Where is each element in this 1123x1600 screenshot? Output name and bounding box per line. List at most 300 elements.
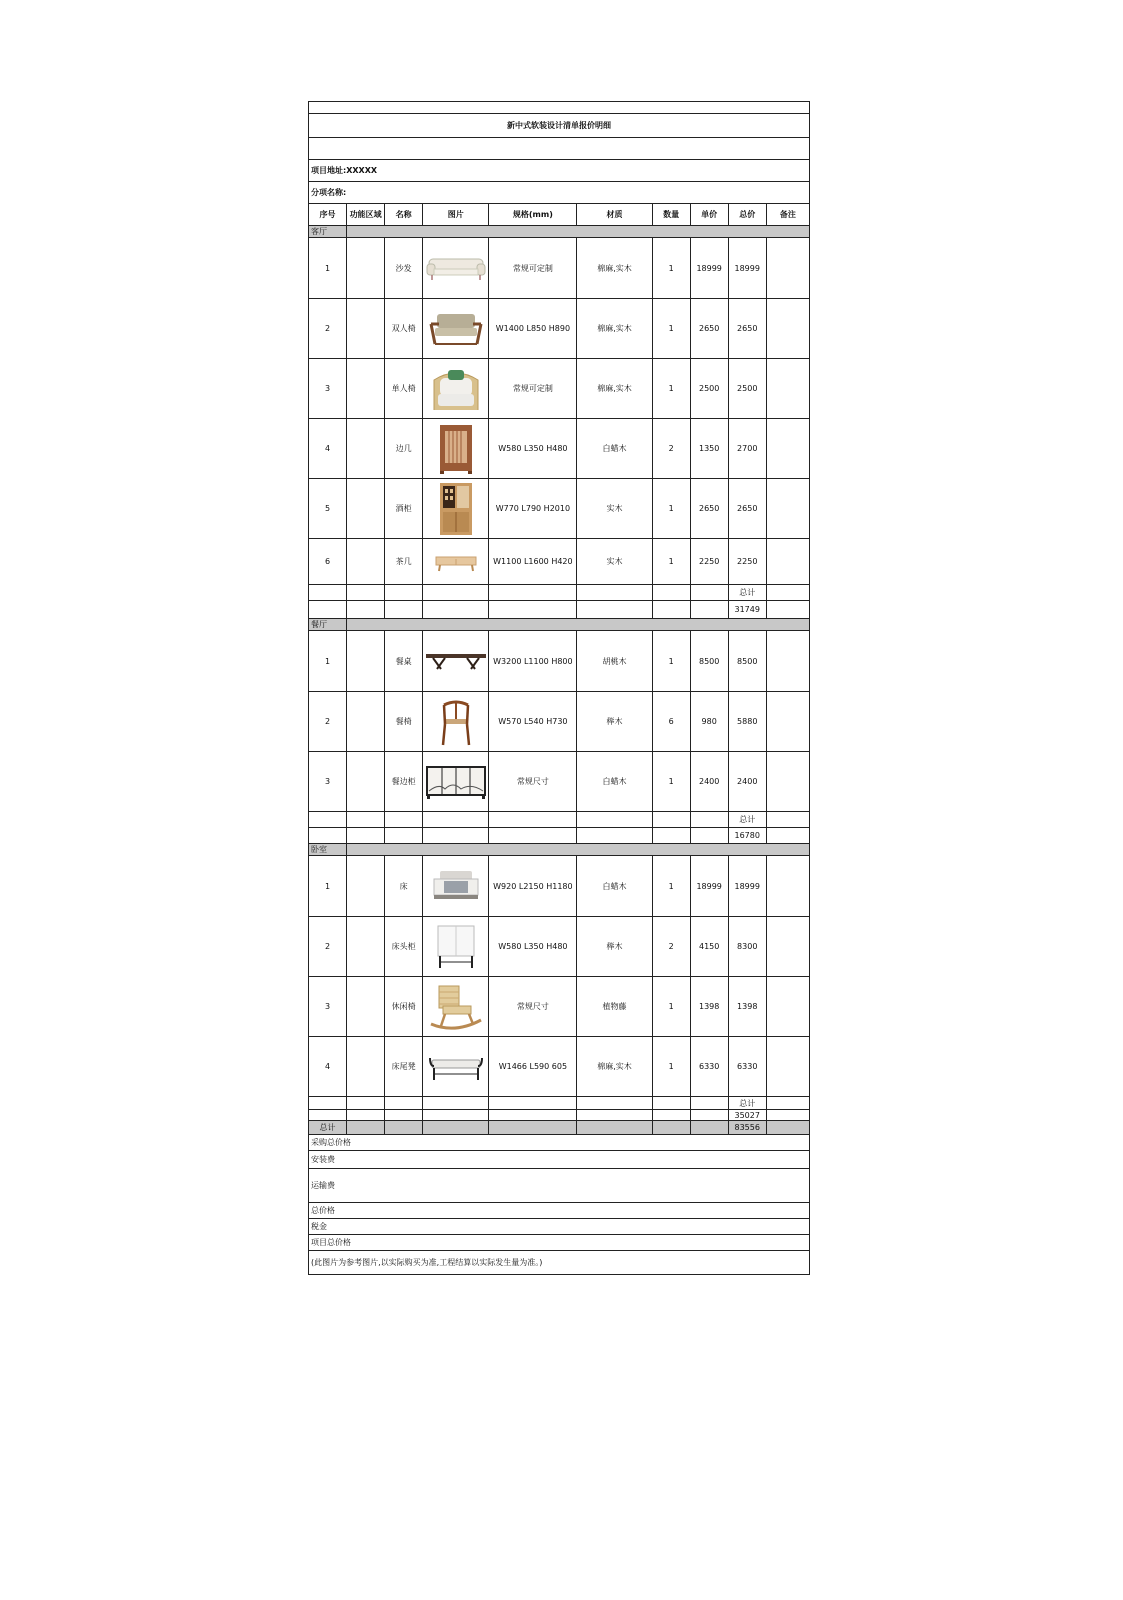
item-spec-text: W580 L350 H480 [498, 444, 568, 453]
column-header [577, 204, 652, 226]
item-quantity [652, 539, 690, 585]
item-number [309, 479, 347, 539]
item-unit-price [690, 479, 728, 539]
cell [489, 1121, 577, 1135]
subitem-name [309, 182, 810, 204]
cell [577, 1121, 652, 1135]
cell [309, 102, 810, 114]
column-header [309, 204, 347, 226]
footer-row [309, 1151, 810, 1169]
item-remark [766, 1037, 809, 1097]
subtotal-label-row [309, 812, 810, 828]
item-spec-text: W3200 L1100 H800 [493, 656, 573, 666]
cell [766, 1097, 809, 1110]
section-header-row [309, 844, 810, 856]
column-header [423, 204, 489, 226]
function-area [347, 479, 385, 539]
top-spacer-row [309, 102, 810, 114]
function-area [347, 752, 385, 812]
grand-total-value-text: 83556 [734, 1123, 760, 1132]
function-area [347, 539, 385, 585]
item-name [385, 752, 423, 812]
sofa-icon [424, 255, 487, 281]
cell [423, 1110, 489, 1121]
cell [309, 585, 347, 601]
cell [347, 619, 810, 631]
item-total-price [728, 856, 766, 917]
item-remark [766, 238, 809, 299]
item-total-price [728, 419, 766, 479]
cell [766, 828, 809, 844]
cell [577, 1097, 652, 1110]
subtotal-value-text: 31749 [734, 605, 760, 614]
item-unit-price [690, 539, 728, 585]
item-unit-price-text: 2400 [698, 777, 720, 786]
item-total-price-text: 2500 [737, 384, 758, 393]
cell [309, 1110, 347, 1121]
cell [347, 828, 385, 844]
item-name-text: 床头柜 [391, 942, 416, 951]
item-total-price-text: 2650 [737, 504, 758, 513]
item-row [309, 539, 810, 585]
cell [385, 1110, 423, 1121]
item-spec-text: 常规尺寸 [516, 1002, 549, 1011]
item-unit-price-text: 980 [701, 717, 717, 726]
item-name [385, 539, 423, 585]
item-spec [489, 419, 577, 479]
item-material [577, 692, 652, 752]
footer-label [309, 1135, 810, 1151]
item-quantity-text: 1 [668, 504, 674, 513]
item-number [309, 856, 347, 917]
cell [489, 828, 577, 844]
item-image [423, 752, 489, 812]
item-name-text: 沙发 [395, 263, 412, 273]
item-spec [489, 359, 577, 419]
subtotal-label [728, 1097, 766, 1110]
rocking-chair-icon [424, 982, 487, 1032]
item-unit-price [690, 856, 728, 917]
item-material-text: 植物藤 [602, 1002, 627, 1011]
item-spec-text: W1400 L850 H890 [495, 324, 571, 333]
cell [766, 1110, 809, 1121]
item-name-text: 酒柜 [395, 504, 412, 513]
cell [423, 1121, 489, 1135]
item-image [423, 419, 489, 479]
item-unit-price-text: 2250 [698, 557, 720, 566]
item-quantity-text: 2 [668, 444, 674, 453]
cell [577, 1110, 652, 1121]
item-quantity-text: 6 [668, 717, 674, 726]
item-number [309, 692, 347, 752]
item-quantity [652, 479, 690, 539]
cell [309, 812, 347, 828]
cell [385, 1097, 423, 1110]
item-total-price [728, 238, 766, 299]
item-spec-text: W1100 L1600 H420 [493, 557, 573, 566]
item-image [423, 631, 489, 692]
item-material-text: 榉木 [606, 717, 623, 726]
footer-label-text: 总价格 [311, 1206, 335, 1215]
cell [577, 812, 652, 828]
subtotal-value [728, 1110, 766, 1121]
item-unit-price [690, 692, 728, 752]
item-spec-text: W1466 L590 605 [498, 1062, 568, 1071]
section-header-row [309, 226, 810, 238]
item-spec-text: W570 L540 H730 [498, 717, 568, 726]
item-image [423, 977, 489, 1037]
page-title [309, 114, 810, 138]
footer-row [309, 1169, 810, 1203]
cell [309, 138, 810, 160]
item-total-price [728, 299, 766, 359]
subtotal-value-text: 16780 [734, 831, 760, 840]
item-total-price [728, 692, 766, 752]
item-spec-text: W770 L790 H2010 [495, 504, 571, 513]
subtotal-label [728, 585, 766, 601]
item-total-price [728, 359, 766, 419]
item-remark [766, 479, 809, 539]
item-total-price-text: 2650 [737, 324, 758, 333]
item-material-text: 棉麻,实木 [597, 324, 632, 333]
cell [690, 601, 728, 619]
cell [690, 585, 728, 601]
footer-label [309, 1169, 810, 1203]
item-material [577, 1037, 652, 1097]
column-header-text: 单价 [701, 210, 718, 219]
section-name-text: 餐厅 [311, 620, 327, 629]
item-row [309, 299, 810, 359]
item-material-text: 白蜡木 [602, 881, 627, 891]
item-name [385, 238, 423, 299]
item-unit-price [690, 917, 728, 977]
function-area [347, 856, 385, 917]
item-number-text: 5 [324, 504, 331, 513]
item-name [385, 917, 423, 977]
wine-cabinet-icon [424, 482, 487, 536]
dining-chair-icon [424, 697, 487, 747]
armchair-icon [424, 364, 487, 414]
item-number [309, 1037, 347, 1097]
item-quantity [652, 299, 690, 359]
subtotal-label-text: 总计 [739, 588, 756, 597]
cell [652, 1110, 690, 1121]
footer-label-text: 采购总价格 [311, 1138, 351, 1147]
blank-row [309, 138, 810, 160]
item-total-price-text: 8300 [737, 942, 758, 951]
section-name [309, 844, 347, 856]
item-quantity-text: 1 [668, 324, 674, 333]
item-number [309, 752, 347, 812]
item-spec-text: 常规可定制 [512, 263, 553, 273]
item-row [309, 692, 810, 752]
item-remark [766, 856, 809, 917]
item-quantity [652, 917, 690, 977]
item-quantity-text: 2 [668, 942, 674, 951]
item-remark [766, 692, 809, 752]
side-table-icon [424, 423, 487, 475]
item-number-text: 2 [324, 324, 331, 333]
item-name-text: 餐边柜 [391, 777, 416, 786]
cell [347, 844, 810, 856]
section-name [309, 226, 347, 238]
item-image [423, 359, 489, 419]
item-remark [766, 539, 809, 585]
cell [309, 828, 347, 844]
footer-label-text: 税金 [311, 1222, 327, 1231]
cell [690, 812, 728, 828]
item-unit-price-text: 8500 [698, 656, 720, 666]
item-total-price-text: 2700 [737, 444, 758, 453]
column-header-text: 数量 [663, 210, 680, 219]
item-number [309, 917, 347, 977]
item-row [309, 1037, 810, 1097]
item-total-price [728, 1037, 766, 1097]
cell [347, 226, 810, 238]
item-material [577, 419, 652, 479]
subtotal-value-row [309, 601, 810, 619]
loveseat-icon [424, 308, 487, 350]
item-unit-price [690, 419, 728, 479]
footer-label [309, 1219, 810, 1235]
item-quantity [652, 1037, 690, 1097]
subitem-row [309, 182, 810, 204]
item-unit-price-text: 2650 [698, 504, 720, 513]
item-quantity-text: 1 [668, 1002, 674, 1011]
item-number [309, 238, 347, 299]
item-name [385, 1037, 423, 1097]
item-number-text: 2 [324, 942, 331, 951]
column-header [489, 204, 577, 226]
subtotal-label-text: 总计 [739, 815, 756, 824]
subtotal-label [728, 812, 766, 828]
item-number-text: 4 [324, 1062, 331, 1071]
item-unit-price-text: 2500 [698, 384, 720, 393]
item-unit-price-text: 1350 [698, 444, 720, 453]
item-total-price-text: 2250 [737, 557, 758, 566]
coffee-table-icon [424, 551, 487, 573]
footer-row [309, 1235, 810, 1251]
item-number [309, 299, 347, 359]
item-row [309, 977, 810, 1037]
item-quantity [652, 977, 690, 1037]
item-number [309, 539, 347, 585]
footer-label [309, 1151, 810, 1169]
item-remark [766, 917, 809, 977]
item-total-price [728, 479, 766, 539]
function-area [347, 917, 385, 977]
item-unit-price-text: 4150 [698, 942, 720, 951]
item-spec [489, 299, 577, 359]
cell [652, 585, 690, 601]
cell [489, 812, 577, 828]
item-image [423, 1037, 489, 1097]
footer-row [309, 1135, 810, 1151]
section-name [309, 619, 347, 631]
cell [577, 585, 652, 601]
item-remark [766, 631, 809, 692]
cell [766, 585, 809, 601]
cell [423, 812, 489, 828]
item-spec-text: 常规可定制 [512, 384, 553, 393]
item-material [577, 479, 652, 539]
cell [347, 601, 385, 619]
item-number [309, 419, 347, 479]
item-quantity-text: 1 [668, 1062, 674, 1071]
item-quantity [652, 359, 690, 419]
grand-total-label [309, 1121, 347, 1135]
item-number-text: 3 [324, 384, 331, 393]
cell [347, 1110, 385, 1121]
item-unit-price [690, 359, 728, 419]
column-header-text: 材质 [606, 210, 623, 219]
bench-icon [424, 1052, 487, 1082]
cell [385, 601, 423, 619]
item-material [577, 631, 652, 692]
function-area [347, 359, 385, 419]
item-name [385, 977, 423, 1037]
item-name [385, 419, 423, 479]
item-image [423, 238, 489, 299]
item-number-text: 2 [324, 717, 331, 726]
column-header [347, 204, 385, 226]
quotation-table [308, 101, 810, 1275]
subtotal-label-row [309, 1097, 810, 1110]
item-remark [766, 359, 809, 419]
column-header-text: 备注 [779, 210, 796, 219]
item-quantity-text: 1 [668, 557, 674, 566]
cell [423, 585, 489, 601]
item-name-text: 双人椅 [391, 324, 416, 333]
cell [766, 812, 809, 828]
item-material [577, 856, 652, 917]
function-area [347, 1037, 385, 1097]
item-material-text: 白蜡木 [602, 777, 627, 786]
item-spec [489, 1037, 577, 1097]
item-unit-price [690, 1037, 728, 1097]
item-material [577, 299, 652, 359]
item-name-text: 床 [399, 881, 408, 891]
item-material-text: 白蜡木 [602, 444, 627, 453]
item-material [577, 752, 652, 812]
item-quantity-text: 1 [668, 656, 674, 666]
item-total-price-text: 18999 [734, 263, 760, 273]
cell [309, 601, 347, 619]
item-image [423, 539, 489, 585]
item-unit-price [690, 977, 728, 1037]
footer-row [309, 1203, 810, 1219]
item-number-text: 3 [324, 777, 331, 786]
footer-label-text: 项目总价格 [311, 1238, 351, 1247]
item-spec [489, 539, 577, 585]
cell [577, 601, 652, 619]
function-area [347, 692, 385, 752]
item-spec [489, 479, 577, 539]
item-unit-price [690, 752, 728, 812]
column-header [728, 204, 766, 226]
project-address-text: 项目地址:XXXXX [311, 166, 378, 175]
column-header-text: 图片 [447, 210, 464, 219]
function-area [347, 977, 385, 1037]
quotation-sheet [308, 101, 810, 1275]
item-quantity-text: 1 [668, 263, 674, 273]
item-quantity [652, 752, 690, 812]
item-name [385, 479, 423, 539]
title-row [309, 114, 810, 138]
grand-total-row [309, 1121, 810, 1135]
item-material-text: 榉木 [606, 942, 623, 951]
item-spec [489, 238, 577, 299]
item-number [309, 631, 347, 692]
item-number-text: 3 [324, 1002, 331, 1011]
item-remark [766, 752, 809, 812]
item-quantity [652, 692, 690, 752]
item-image [423, 299, 489, 359]
cell [385, 1121, 423, 1135]
item-image [423, 917, 489, 977]
item-material-text: 实木 [606, 557, 623, 566]
cell [309, 1097, 347, 1110]
cell [423, 828, 489, 844]
item-total-price [728, 977, 766, 1037]
grand-total-label-text: 总计 [319, 1123, 336, 1132]
bed-icon [424, 869, 487, 903]
cell [423, 1097, 489, 1110]
cell [652, 1097, 690, 1110]
item-spec-text: W580 L350 H480 [498, 942, 568, 951]
item-row [309, 752, 810, 812]
column-header-text: 规格(mm) [512, 210, 553, 219]
item-name [385, 299, 423, 359]
function-area [347, 238, 385, 299]
item-number-text: 1 [324, 656, 331, 666]
item-number [309, 359, 347, 419]
item-spec-text: W920 L2150 H1180 [493, 881, 573, 891]
cell [577, 828, 652, 844]
cell [489, 1110, 577, 1121]
nightstand-icon [424, 924, 487, 970]
item-quantity-text: 1 [668, 777, 674, 786]
item-row [309, 359, 810, 419]
item-material [577, 238, 652, 299]
item-material [577, 917, 652, 977]
item-row [309, 917, 810, 977]
item-total-price-text: 8500 [737, 656, 758, 666]
item-quantity [652, 238, 690, 299]
item-remark [766, 977, 809, 1037]
section-header-row [309, 619, 810, 631]
item-name-text: 边几 [395, 444, 412, 453]
disclaimer-note [309, 1251, 810, 1275]
item-spec [489, 856, 577, 917]
column-header-text: 总价 [739, 210, 756, 219]
cell [423, 601, 489, 619]
column-header [385, 204, 423, 226]
item-unit-price [690, 238, 728, 299]
item-unit-price [690, 299, 728, 359]
function-area [347, 631, 385, 692]
item-unit-price-text: 18999 [696, 263, 722, 273]
cell [652, 1121, 690, 1135]
note-row [309, 1251, 810, 1275]
item-material-text: 棉麻,实木 [597, 384, 632, 393]
item-name-text: 餐桌 [395, 656, 412, 666]
cell [690, 828, 728, 844]
function-area [347, 299, 385, 359]
cell [690, 1110, 728, 1121]
item-image [423, 856, 489, 917]
column-header-text: 功能区域 [349, 210, 382, 219]
